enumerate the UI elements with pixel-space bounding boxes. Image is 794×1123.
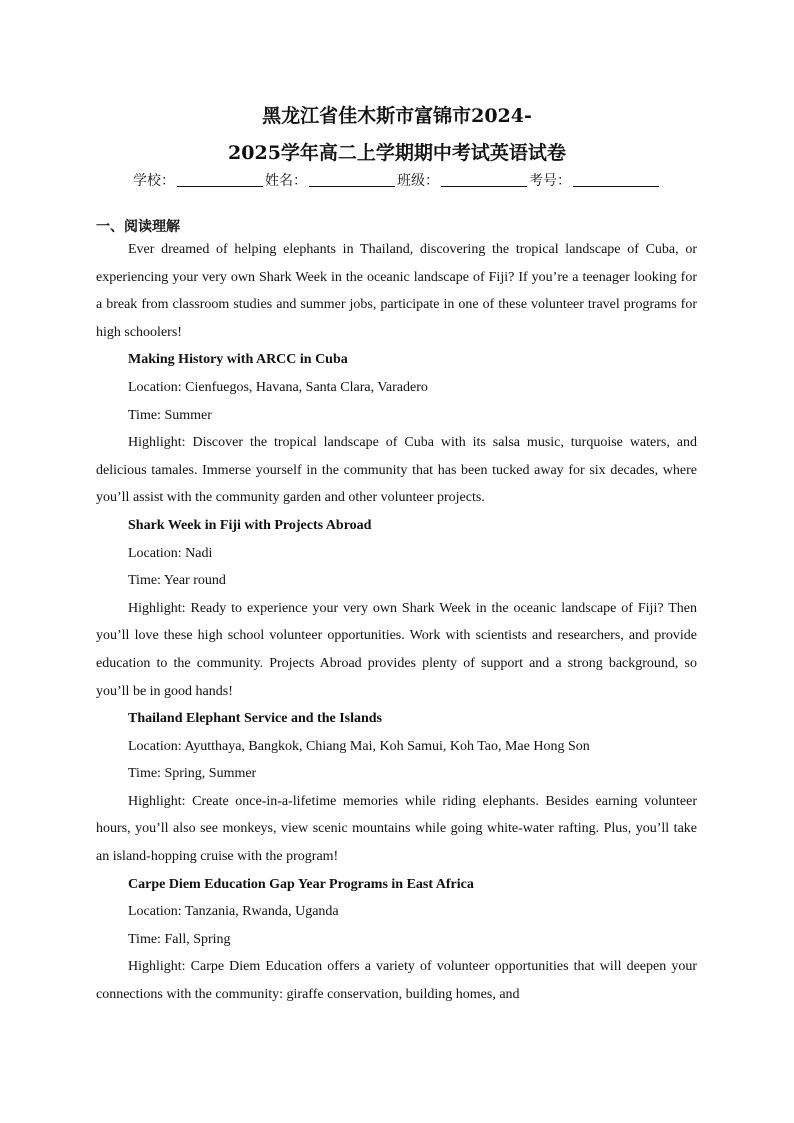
program-time: Time: Spring, Summer (128, 766, 257, 782)
class-label: 班级： (397, 173, 439, 189)
program-highlight: Highlight: Ready to experience your very own Shark Week in the oceanic landscape of Fiji? Then you’ll love these high school volunteer opportunities. Work with scientists and researchers, and provide education to the community. Projects Abroad provides plenty of support and a strong background, so you’ll be in good hands! (96, 600, 697, 699)
exam-number-label: 考号： (529, 173, 571, 189)
class-blank[interactable] (441, 174, 527, 187)
program-location: Location: Tanzania, Rwanda, Uganda (128, 904, 339, 920)
program-title: Thailand Elephant Service and the Islands (128, 711, 383, 727)
school-field (133, 170, 265, 190)
reading-passage (96, 236, 697, 1009)
name-blank[interactable] (309, 174, 395, 187)
program-title: Carpe Diem Education Gap Year Programs in East Africa (128, 876, 474, 892)
exam-title-line-1: 黑龙江省佳木斯市富锦市2024- (262, 105, 532, 127)
section-title: 一、阅读理解 (96, 219, 180, 235)
program-location: Location: Cienfuegos, Havana, Santa Clara, Varadero (128, 379, 428, 395)
program-location: Location: Nadi (128, 545, 213, 561)
name-label: 姓名： (265, 173, 307, 189)
exam-number-field (529, 170, 661, 190)
name-field (265, 170, 397, 190)
student-info-row (0, 170, 794, 190)
program-time: Time: Summer (128, 407, 212, 423)
program-highlight: Highlight: Carpe Diem Education offers a variety of volunteer opportunities that will deepen your connections with the community: giraffe conservation, building homes, and (96, 959, 697, 1003)
school-blank[interactable] (177, 174, 263, 187)
program-time: Time: Fall, Spring (128, 931, 231, 947)
program-location: Location: Ayutthaya, Bangkok, Chiang Mai, Koh Samui, Koh Tao, Mae Hong Son (128, 738, 590, 754)
program-time: Time: Year round (128, 573, 226, 589)
exam-title-line-2: 2025学年高二上学期期中考试英语试卷 (228, 142, 566, 164)
program-title: Making History with ARCC in Cuba (128, 352, 348, 368)
program-highlight: Highlight: Create once-in-a-lifetime memories while riding elephants. Besides earning volunteer hours, you’ll also see monkeys, view scenic mountains while going white-water rafting. Plus, you’ll take an island-hopping cruise with the program! (96, 793, 697, 865)
program-title: Shark Week in Fiji with Projects Abroad (128, 517, 372, 533)
exam-number-blank[interactable] (573, 174, 659, 187)
school-label: 学校： (133, 173, 175, 189)
program-highlight: Highlight: Discover the tropical landscape of Cuba with its salsa music, turquoise waters, and delicious tamales. Immerse yourself in the community that has been tucked away for six decades, where you’ll assist with the community garden and other volunteer projects. (96, 435, 697, 506)
passage-intro: Ever dreamed of helping elephants in Thailand, discovering the tropical landscape of Cuba, or experiencing your very own Shark Week in the oceanic landscape of Fiji? If you’re a teenager looking for a break from classroom studies and summer jobs, participate in one of these volunteer travel programs for high schoolers! (96, 242, 697, 340)
class-field (397, 170, 529, 190)
